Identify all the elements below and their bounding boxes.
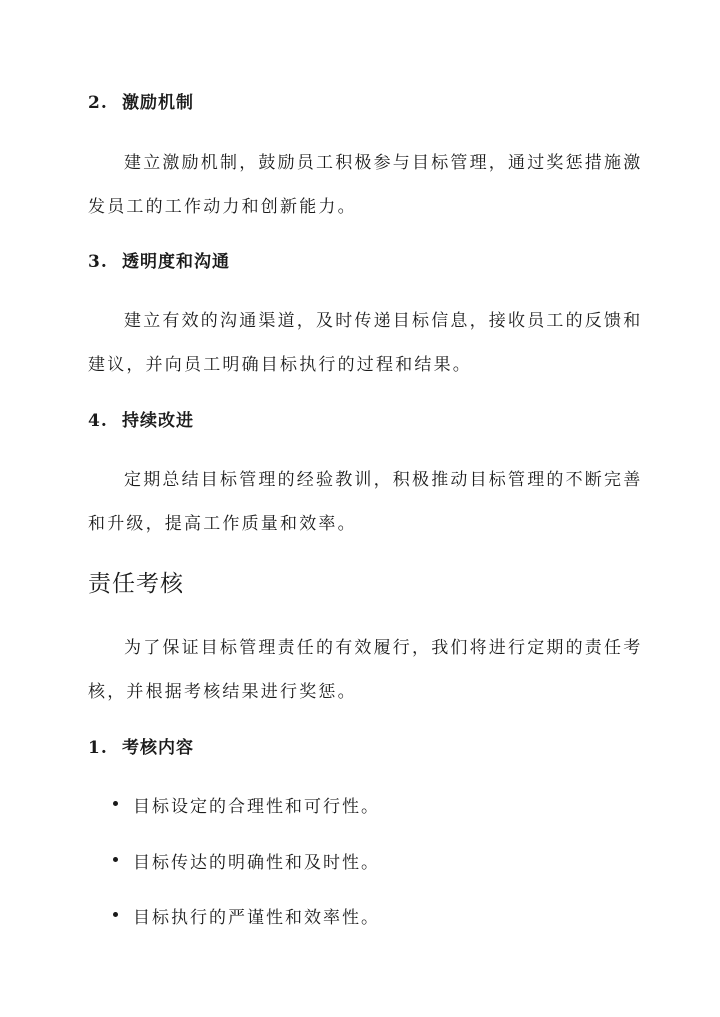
section-heading-improvement <box>88 406 194 431</box>
paragraph-line: 发员工的工作动力和创新能力。 <box>88 197 357 217</box>
paragraph-line: 核，并根据考核结果进行奖惩。 <box>88 682 357 702</box>
paragraph-line: 和升级，提高工作质量和效率。 <box>88 514 357 534</box>
list-item <box>113 848 380 873</box>
section-title: 考核内容 <box>122 738 194 758</box>
bullet-icon <box>113 912 118 917</box>
section-number: 4. <box>88 411 108 431</box>
paragraph-line: 建立有效的沟通渠道，及时传递目标信息，接收员工的反馈和 <box>124 311 643 331</box>
section-number: 2. <box>88 93 108 113</box>
bullet-icon <box>113 801 118 806</box>
section-title: 透明度和沟通 <box>122 252 230 272</box>
section-title: 持续改进 <box>122 411 194 431</box>
list-item-text: 目标设定的合理性和可行性。 <box>133 797 380 817</box>
paragraph-line: 建议，并向员工明确目标执行的过程和结果。 <box>88 355 472 375</box>
bullet-icon <box>113 857 118 862</box>
paragraph-line: 为了保证目标管理责任的有效履行，我们将进行定期的责任考 <box>124 638 643 658</box>
section-heading-transparency <box>88 247 230 272</box>
paragraph-line: 定期总结目标管理的经验教训，积极推动目标管理的不断完善 <box>124 470 643 490</box>
section-number: 3. <box>88 252 108 272</box>
list-item <box>113 792 380 817</box>
list-item-text: 目标执行的严谨性和效率性。 <box>133 908 380 928</box>
section-heading-incentive <box>88 88 194 113</box>
subsection-heading-content <box>88 733 194 758</box>
page-heading-responsibility: 责任考核 <box>88 571 184 597</box>
list-item-text: 目标传达的明确性和及时性。 <box>133 853 380 873</box>
list-item <box>113 903 380 928</box>
section-number: 1. <box>88 738 108 758</box>
section-title: 激励机制 <box>122 93 194 113</box>
paragraph-line: 建立激励机制，鼓励员工积极参与目标管理，通过奖惩措施激 <box>124 153 643 173</box>
